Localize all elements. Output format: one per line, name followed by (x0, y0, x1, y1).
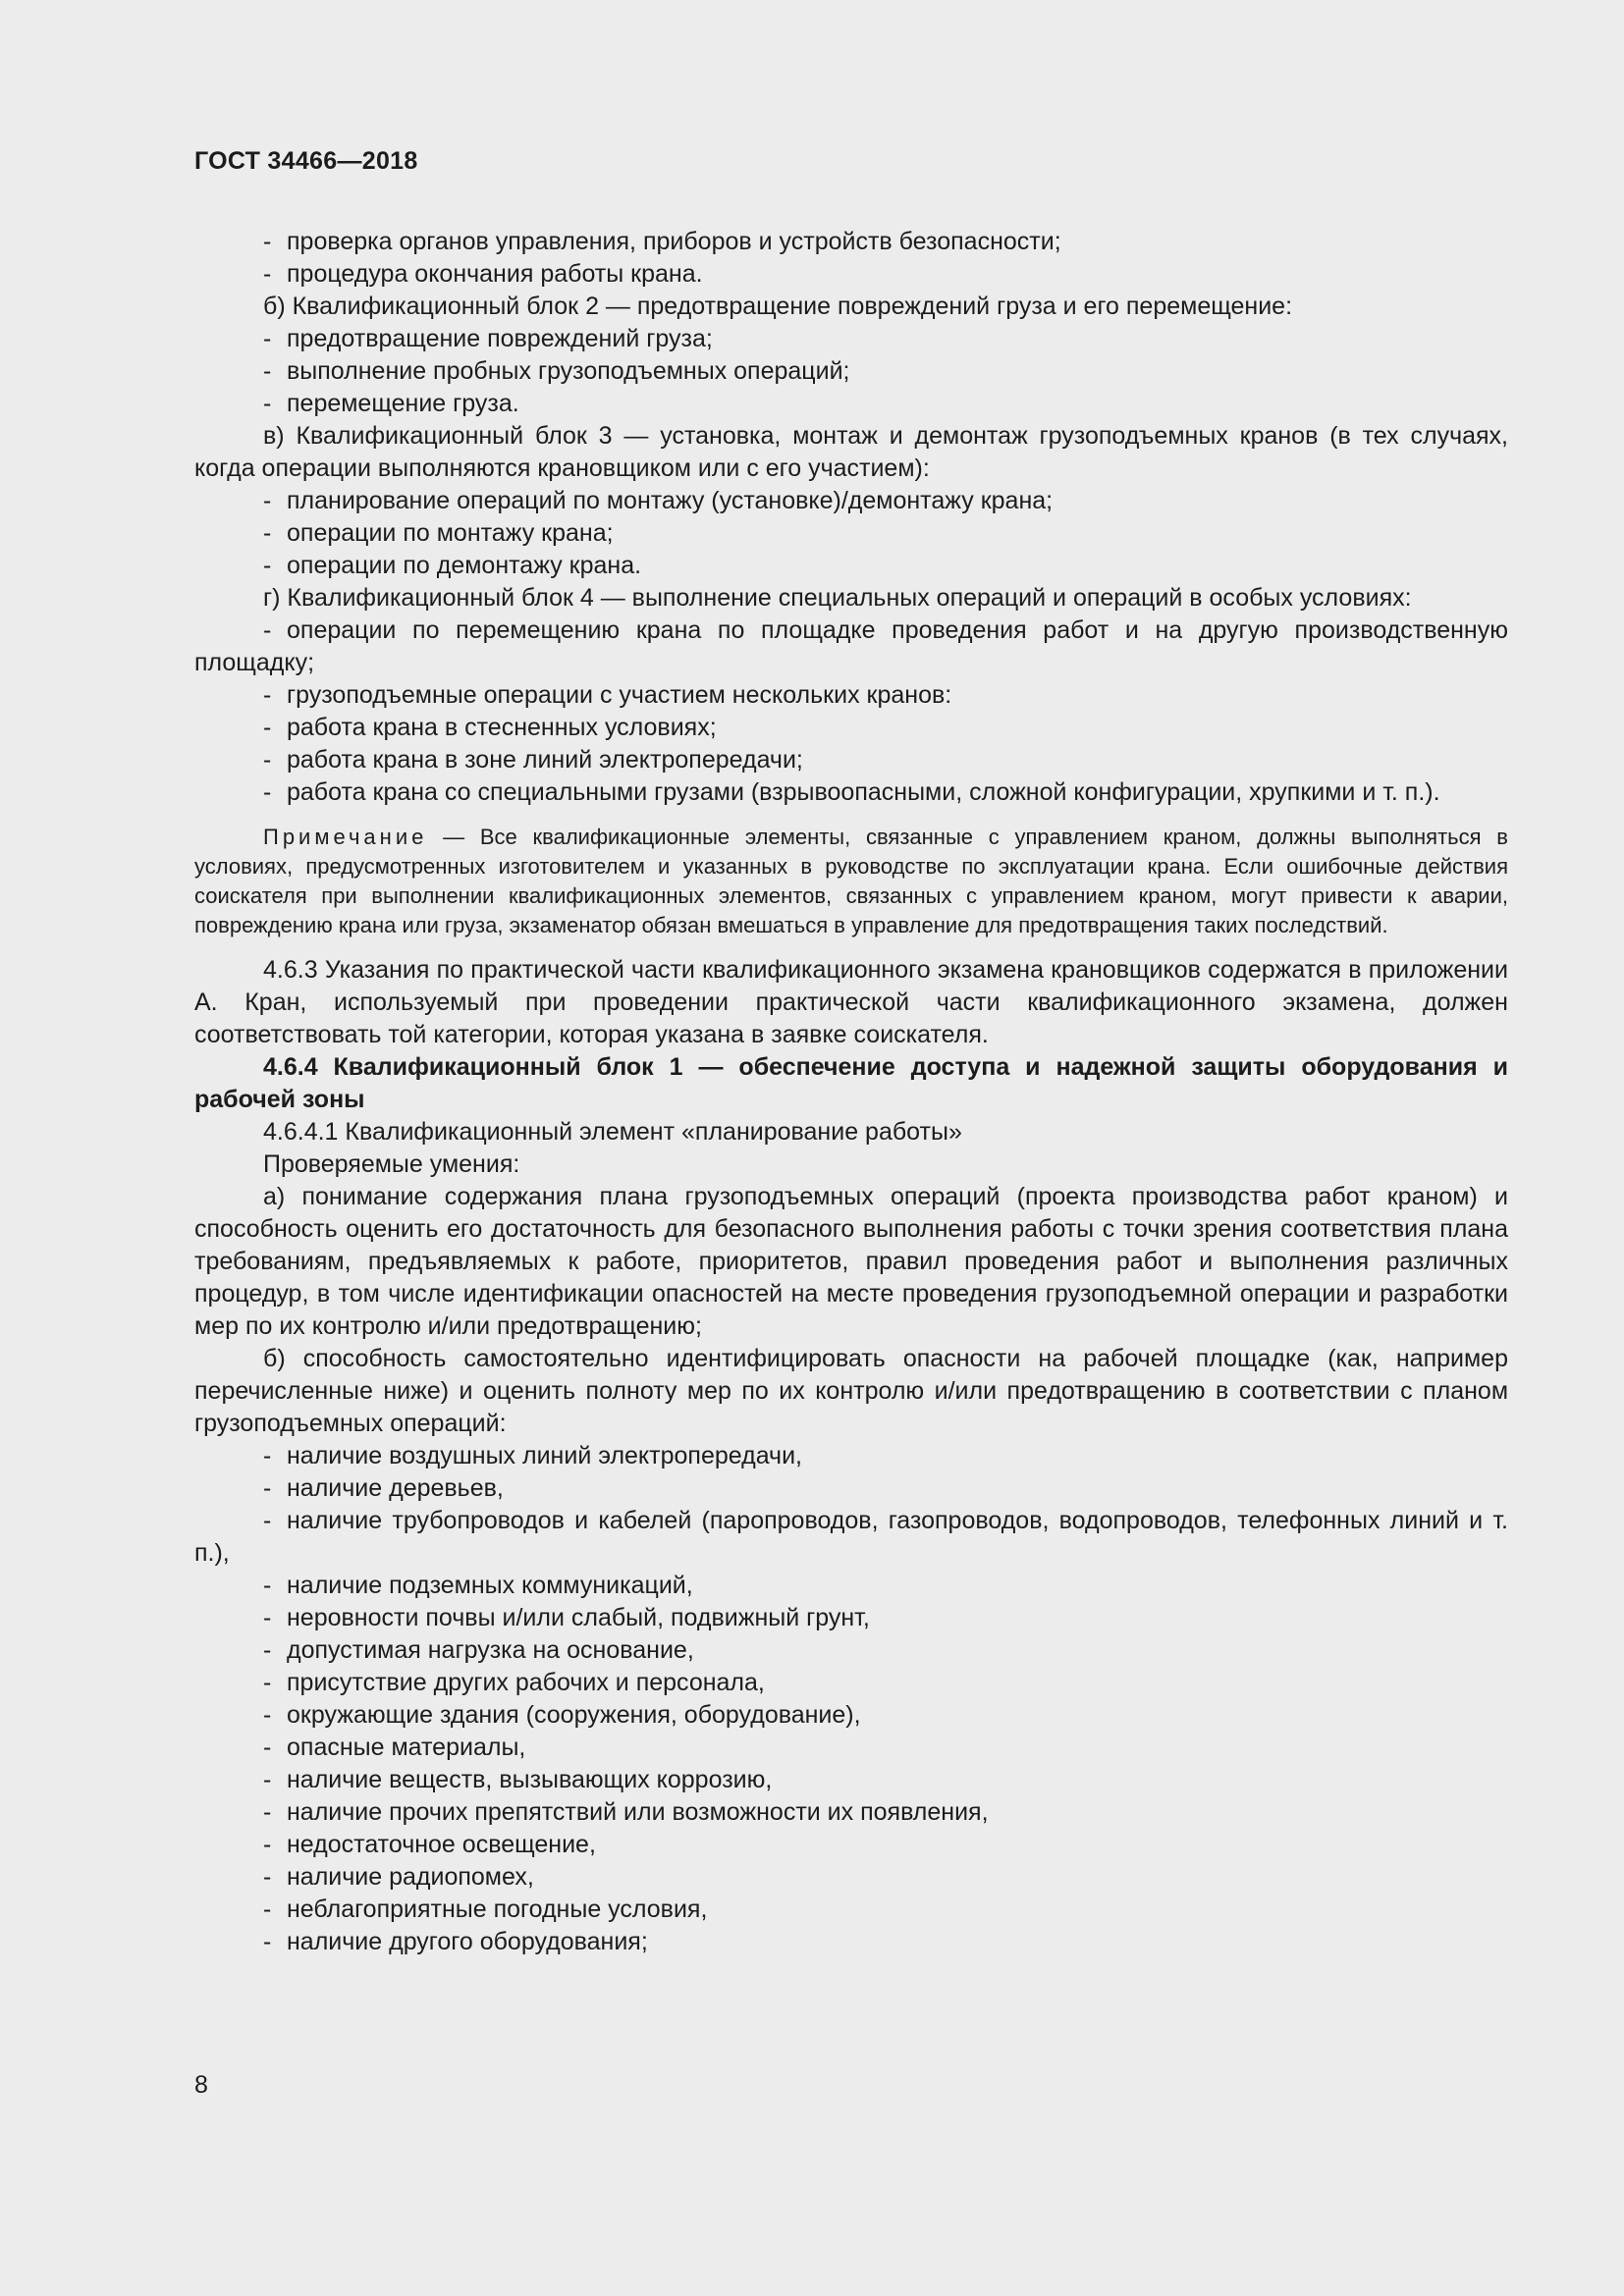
list-item (194, 1472, 1508, 1505)
note-paragraph (194, 823, 1508, 940)
list-item (194, 1602, 1508, 1634)
list-item-text: присутствие других рабочих и персонала, (287, 1669, 765, 1696)
paragraph: г) Квалификационный блок 4 — выполнение специальных операций и операций в особых условиях: (263, 584, 1412, 612)
list-dash: - (263, 1442, 272, 1469)
list-item-text: наличие подземных коммуникаций, (287, 1572, 693, 1599)
list-dash: - (263, 1863, 272, 1891)
list-item (194, 679, 1508, 712)
list-item-text: опасные материалы, (287, 1734, 526, 1761)
list-dash: - (263, 1474, 272, 1502)
list-item (194, 355, 1508, 388)
list-item-text: грузоподъемные операции с участием нескольких кранов: (287, 681, 952, 709)
list-item-text: наличие трубопроводов и кабелей (паропроводов, газопроводов, водопроводов, телефонных линий и т. п.), (194, 1507, 1508, 1567)
list-item-text: планирование операций по монтажу (установке)/демонтажу крана; (287, 487, 1054, 514)
list-item-text: окружающие здания (сооружения, оборудование), (287, 1701, 861, 1729)
list-item-text: неблагоприятные погодные условия, (287, 1896, 708, 1923)
list-item-text: предотвращение повреждений груза; (287, 325, 713, 352)
list-item (194, 744, 1508, 776)
list-item (194, 1505, 1508, 1570)
list-item (194, 1894, 1508, 1926)
list-item-text: наличие деревьев, (287, 1474, 504, 1502)
list-dash: - (263, 519, 272, 547)
list-dash: - (263, 746, 272, 774)
paragraph: б) Квалификационный блок 2 — предотвращение повреждений груза и его перемещение: (263, 293, 1293, 320)
list-dash: - (263, 1734, 272, 1761)
list-dash: - (263, 616, 272, 644)
list-item (194, 1699, 1508, 1732)
list-item (194, 1764, 1508, 1796)
list-item (194, 226, 1508, 258)
list-item-text: перемещение груза. (287, 390, 519, 417)
list-item (194, 388, 1508, 420)
list-dash: - (263, 1604, 272, 1631)
section-heading: 4.6.4 Квалификационный блок 1 — обеспечение доступа и надежной защиты оборудования и рабочей зоны (194, 1053, 1508, 1113)
document-header: ГОСТ 34466—2018 (194, 147, 418, 175)
list-item (194, 1732, 1508, 1764)
list-dash: - (263, 325, 272, 352)
list-item (194, 1570, 1508, 1602)
list-dash: - (263, 1831, 272, 1858)
list-item (194, 712, 1508, 744)
list-item-text: работа крана в зоне линий электропередачи; (287, 746, 803, 774)
list-item (194, 258, 1508, 291)
list-dash: - (263, 1701, 272, 1729)
page-number: 8 (194, 2071, 208, 2099)
list-item-text: выполнение пробных грузоподъемных операций; (287, 357, 850, 385)
list-item-text: недостаточное освещение, (287, 1831, 596, 1858)
list-dash: - (263, 681, 272, 709)
list-item (194, 323, 1508, 355)
list-item-text: неровности почвы и/или слабый, подвижный грунт, (287, 1604, 870, 1631)
list-item (194, 1634, 1508, 1667)
list-dash: - (263, 714, 272, 741)
list-item-text: операции по демонтажу крана. (287, 552, 642, 579)
list-item (194, 1926, 1508, 1958)
list-dash: - (263, 487, 272, 514)
list-dash: - (263, 357, 272, 385)
list-dash: - (263, 260, 272, 288)
list-dash: - (263, 228, 272, 255)
list-dash: - (263, 1572, 272, 1599)
note-text: — Все квалификационные элементы, связанные с управлением краном, должны выполняться в условиях, предусмотренных изготовителем и указанных в руководстве по эксплуатации крана. Если ошибочные действия соискателя при выполнении квалификационных элементов, связанных с управлением краном, могут привести к аварии, повреждению крана или груза, экзаменатор обязан вмешаться в управление для предотвращения таких последствий. (194, 825, 1508, 937)
list-item (194, 1861, 1508, 1894)
list-item (194, 614, 1508, 679)
list-dash: - (263, 1669, 272, 1696)
document-body (194, 226, 1508, 1958)
paragraph: 4.6.3 Указания по практической части квалификационного экзамена крановщиков содержатся в приложении А. Кран, используемый при проведении практической части квалификационного экзамена, должен соответствовать той категории, которая указана в заявке соискателя. (194, 956, 1508, 1048)
list-item (194, 1667, 1508, 1699)
list-dash: - (263, 1798, 272, 1826)
list-item-text: работа крана в стесненных условиях; (287, 714, 717, 741)
list-item-text: допустимая нагрузка на основание, (287, 1636, 694, 1664)
list-dash: - (263, 778, 272, 806)
list-item (194, 1440, 1508, 1472)
list-item-text: наличие радиопомех, (287, 1863, 534, 1891)
paragraph: б) способность самостоятельно идентифицировать опасности на рабочей площадке (как, например перечисленные ниже) и оценить полноту мер по их контролю и/или предотвращению в соответствии с планом грузоподъемных операций: (194, 1345, 1508, 1437)
list-dash: - (263, 1507, 272, 1534)
list-item (194, 776, 1508, 809)
list-dash: - (263, 1896, 272, 1923)
list-item (194, 550, 1508, 582)
list-item (194, 1796, 1508, 1829)
list-item-text: наличие веществ, вызывающих коррозию, (287, 1766, 773, 1793)
list-item (194, 485, 1508, 517)
note-label: Примечание (263, 825, 428, 849)
list-item-text: операции по монтажу крана; (287, 519, 614, 547)
list-item-text: процедура окончания работы крана. (287, 260, 703, 288)
paragraph: Проверяемые умения: (263, 1150, 520, 1178)
list-item-text: работа крана со специальными грузами (взрывоопасными, сложной конфигурации, хрупкими и т. п.). (287, 778, 1440, 806)
list-item-text: наличие прочих препятствий или возможности их появления, (287, 1798, 989, 1826)
paragraph: а) понимание содержания плана грузоподъемных операций (проекта производства работ краном) и способность оценить его достаточность для безопасного выполнения работы с точки зрения соответствия плана требованиям, предъявляемых к работе, приоритетов, правил проведения работ и выполнения различных процедур, в том числе идентификации опасностей на месте проведения грузоподъемной операции и разработки мер по их контролю и/или предотвращению; (194, 1183, 1508, 1340)
list-item-text: операции по перемещению крана по площадке проведения работ и на другую производственную площадку; (194, 616, 1508, 676)
list-item-text: наличие воздушных линий электропередачи, (287, 1442, 802, 1469)
list-item-text: проверка органов управления, приборов и устройств безопасности; (287, 228, 1061, 255)
paragraph: в) Квалификационный блок 3 — установка, монтаж и демонтаж грузоподъемных кранов (в тех случаях, когда операции выполняются крановщиком или с его участием): (194, 422, 1508, 482)
list-item (194, 517, 1508, 550)
list-dash: - (263, 390, 272, 417)
list-dash: - (263, 552, 272, 579)
list-item (194, 1829, 1508, 1861)
list-item-text: наличие другого оборудования; (287, 1928, 648, 1955)
list-dash: - (263, 1766, 272, 1793)
paragraph: 4.6.4.1 Квалификационный элемент «планирование работы» (263, 1118, 962, 1146)
list-dash: - (263, 1636, 272, 1664)
list-dash: - (263, 1928, 272, 1955)
